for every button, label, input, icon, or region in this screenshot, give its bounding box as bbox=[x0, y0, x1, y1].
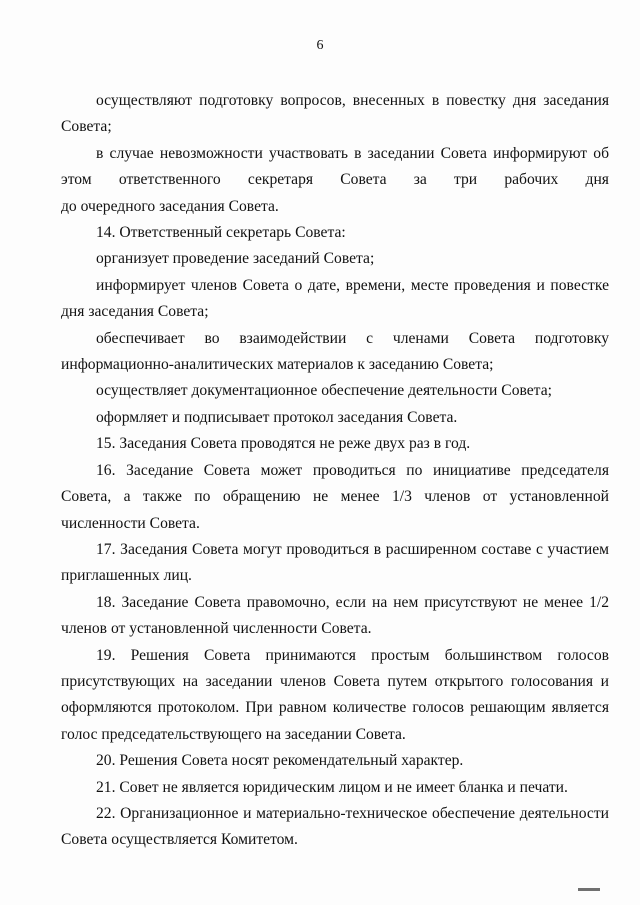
scan-corner-mark bbox=[570, 888, 612, 891]
paragraph-20: 20. Решения Совета носят рекомендательный характер. bbox=[96, 752, 464, 770]
paragraph-19: 19. Решения Совета принимаются простым большинством голосов присутствующих на заседании членов Совета путем открытого голосования и оформляются протоколом. При равном количестве голосов решающим является голос председательствующего на заседании Совета. bbox=[61, 646, 609, 743]
paragraph-16: 16. Заседание Совета может проводиться по инициативе председателя Совета, а также по обращению не менее 1/3 членов от установленной численности Совета. bbox=[61, 461, 609, 532]
paragraph-15: 15. Заседания Совета проводятся не реже двух раз в год. bbox=[96, 435, 471, 453]
paragraph-18: 18. Заседание Совета правомочно, если на нем присутствуют не менее 1/2 членов от установленной численности Совета. bbox=[61, 593, 609, 638]
paragraph-prepare-questions: осуществляют подготовку вопросов, внесенных в повестку дня заседания Совета; bbox=[61, 92, 609, 136]
paragraph-17: 17. Заседания Совета могут проводиться в расширенном составе с участием приглашенных лиц. bbox=[61, 540, 609, 585]
paragraph-21: 21. Совет не является юридическим лицом и не имеет бланка и печати. bbox=[96, 778, 568, 796]
paragraph-informs-members: информирует членов Совета о дате, времени, месте проведения и повестке дня заседания Совета; bbox=[61, 276, 609, 321]
paragraph-documentation-support: осуществляет документационное обеспечение деятельности Совета; bbox=[96, 382, 552, 400]
paragraph-14-heading: 14. Ответственный секретарь Совета: bbox=[96, 224, 346, 242]
paragraph-prepares-materials: обеспечивает во взаимодействии с членами Совета подготовку информационно-аналитических материалов к заседанию Совета; bbox=[61, 329, 609, 374]
paragraph-22: 22. Организационное и материально-техническое обеспечение деятельности Совета осуществляется Комитетом. bbox=[61, 804, 609, 849]
paragraph-inform-absence: в случае невозможности участвовать в заседании Совета информируют об этом ответственного секретаря Совета за три рабочих дня bbox=[61, 144, 609, 189]
paragraph-inform-absence-continued: до очередного заседания Совета. bbox=[61, 197, 279, 215]
paragraph-organizes-meetings: организует проведение заседаний Совета; bbox=[96, 250, 375, 268]
paragraph-signs-protocol: оформляет и подписывает протокол заседания Совета. bbox=[96, 408, 458, 426]
page-number: 6 bbox=[316, 38, 324, 53]
document-body bbox=[61, 88, 609, 854]
